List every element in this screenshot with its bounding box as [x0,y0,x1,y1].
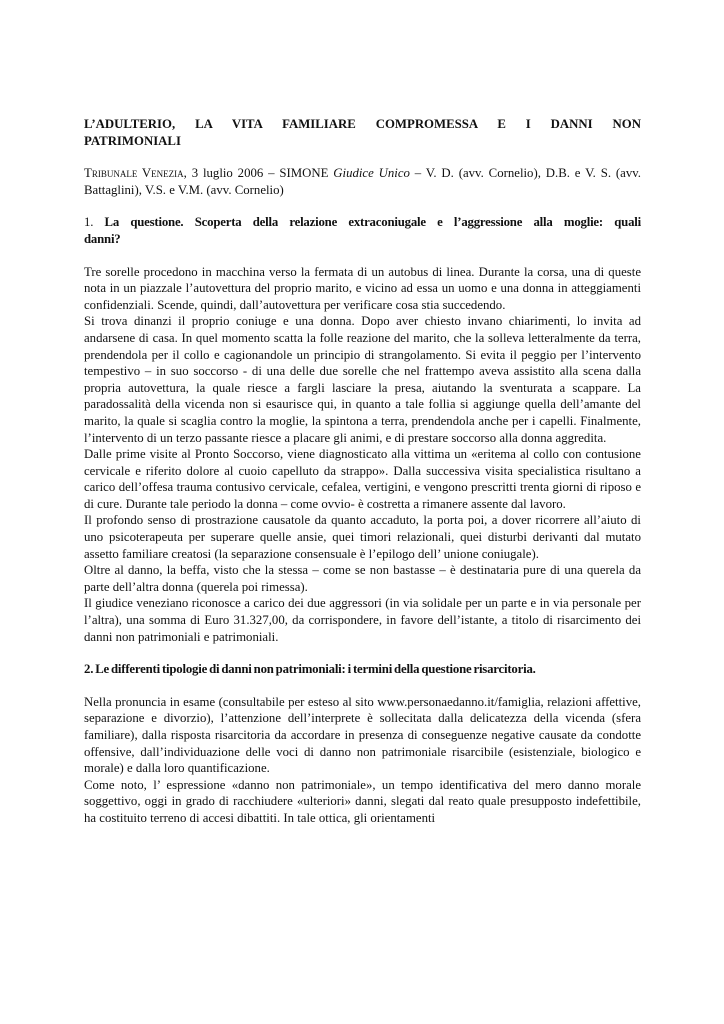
paragraph: Dalle prime visite al Pronto Soccorso, viene diagnosticato alla vittima un «eritema al collo con contusione cervicale e riferito dolore al cuoio capelluto da strappo». Dalla successiva visita specialistica risultano a carico dell’offesa trauma contusivo cervicale, cefalea, vertigini, e vengono prescritti trenta giorni di riposo e di cure. Durante tale periodo la donna – come ovvio- è costretta a rimanere assente dal lavoro. [84,447,641,511]
section-2 [84,661,641,826]
heading-line: danni? [84,231,121,246]
section-heading [84,214,641,247]
judge-role: Giudice Unico [333,166,410,181]
heading-text: La questione. Scoperta della relazione extraconiugale e l’aggressione alla moglie: quali [104,215,642,230]
court-name: Tribunale Venezia [84,166,184,181]
heading-number: 2. [84,662,94,677]
paragraph: Oltre al danno, la beffa, visto che la stessa – come se non bastasse – è destinataria pure di una querela da parte dell’altra donna (querela poi rimessa). [84,563,641,594]
paragraph: Tre sorelle procedono in macchina verso la fermata di un autobus di linea. Durante la corsa, una di queste nota in un piazzale l’autovettura del proprio marito, e vicino ad essa un uomo e una donna in atteggiamenti confidenziali. Scende, quindi, dall’autovettura per verificare cosa stia succedendo. [84,264,641,312]
heading-line [84,661,641,678]
paragraph: Come noto, l’ espressione «danno non patrimoniale», un tempo identificativa del mero danno morale soggettivo, oggi in grado di racchiudere «ulteriori» danni, slegati dal reato quale presupposto indefettibile, ha costituito terreno di accesi dibattiti. In tale ottica, gli orientamenti [84,777,641,825]
paragraph: Si trova dinanzi il proprio coniuge e una donna. Dopo aver chiesto invano chiarimenti, lo invita ad andarsene di casa. In quel momento scatta la folle reazione del marito, che la solleva letteralmente da terra, prendendola per il collo e cagionandole un principio di strangolamento. Si evita il peggio per l’intervento tempestivo – in suo soccorso - di una delle due sorelle che nel frattempo aveva assistito alla scena dalla propria autovettura, la quale riesce a fargli lasciare la presa, aiutando la sventurata a scappare. La paradossalità della vicenda non si esaurisce qui, in quanto a tale follia si aggiunge quella dell’amante del marito, la quale si scaglia contro la moglie, la spintona a terra, prendendola anche per i capelli. Finalmente, l’intervento di un terzo passante riesce a placare gli animi, e di prestare soccorso alla donna aggredita. [84,314,641,445]
case-citation [84,165,641,198]
paragraph: Il profondo senso di prostrazione causatole da quanto accaduto, la porta poi, a dover ricorrere all’aiuto di uno psicoterapeuta per superare quelle ansie, quei timori relazionali, quei disturbi derivanti dal mutato assetto familiare creatosi (la separazione consensuale è l’epilogo dell’ unione coniugale). [84,513,641,561]
title-line-2: PATRIMONIALI [84,133,181,148]
document-title [84,116,641,149]
section-1 [84,214,641,645]
citation-date-judge: , 3 luglio 2006 – SIMONE [183,166,334,181]
section-heading [84,661,641,678]
document-body [84,214,641,826]
paragraph: Nella pronuncia in esame (consultabile per esteso al sito www.personaedanno.it/famiglia, relazioni affettive, separazione e divorzio), l’attenzione dell’interprete è sollecitata dalla delicatezza della vicenda (sfera familiare), dalla risposta risarcitoria da accordare in presenza di conseguenze negative causate da condotte offensive, dall’individuazione delle voci di danno non patrimoniale risarcibile (esistenziale, biologico e morale) e dalla loro quantificazione. [84,694,641,776]
title-line-1: L’ADULTERIO, LA VITA FAMILIARE COMPROMESSA E I DANNI NON [84,117,641,131]
citation-parties: – V. D. (avv. Cornelio), D.B. e V. S. (avv. Battaglini), V.S. e V.M. (avv. Cornelio) [84,166,642,197]
document-text-column [84,116,641,827]
heading-text: Le differenti tipologie di danni non patrimoniali: i termini della questione risarcitoria. [95,662,536,677]
heading-line [84,214,641,231]
paragraph: Il giudice veneziano riconosce a carico dei due aggressori (in via solidale per un parte e in via personale per l’altra), una somma di Euro 31.327,00, da corrispondere, in favore dell’istante, a titolo di risarcimento dei danni non patrimoniali e patrimoniali. [84,596,641,644]
heading-number: 1. [84,215,94,230]
